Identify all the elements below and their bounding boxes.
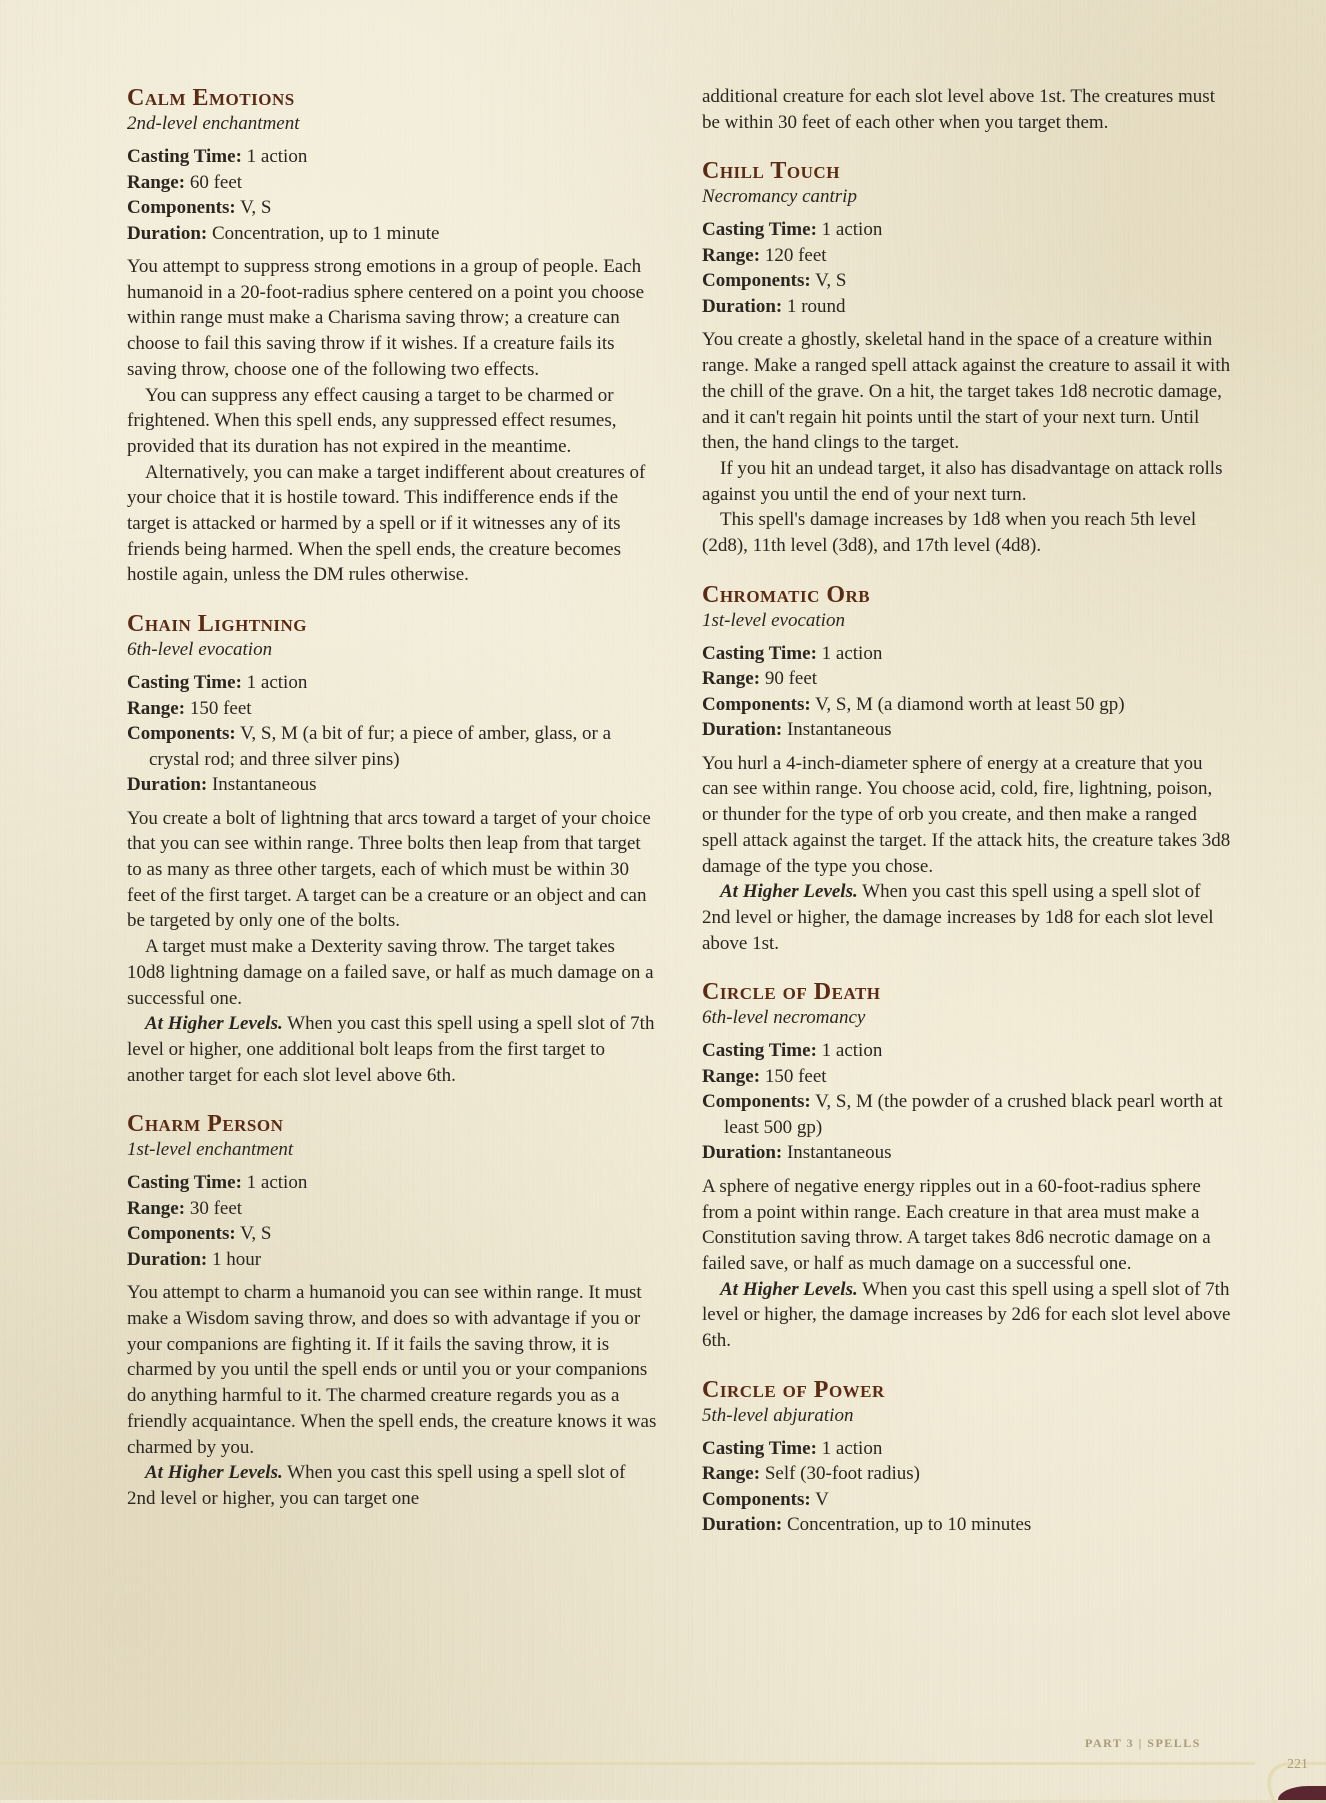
description-paragraph: You attempt to charm a humanoid you can see within range. It must make a Wisdom saving throw, and does so with advantage if you or your companions are fighting it. If it fails the saving throw, it is charmed by you until the spell ends or until you or your companions do anything harmful to it. The charmed creature regards you as a friendly acquaintance. When the spell ends, the creature knows it was charmed by you.	[127, 1282, 657, 1458]
duration: Duration: Concentration, up to 1 minute	[127, 222, 440, 244]
spell-calm-emotions	[127, 84, 657, 588]
description-paragraph: You attempt to suppress strong emotions in a group of people. Each humanoid in a 20-foot-radius sphere centered on a point you choose within range must make a Charisma saving throw; a creature can choose to fail this saving throw if it wishes. If a creature fails its saving throw, choose one of the following two effects.	[127, 256, 645, 380]
spell-circle-of-death	[702, 978, 1232, 1353]
components: Components: V, S	[127, 197, 272, 218]
range: Range: Self (30-foot radius)	[702, 1463, 920, 1485]
description-paragraph: You can suppress any effect causing a target to be charmed or frightened. When this spell ends, any suppressed effect resumes, provided that its duration has not expired in the meantime.	[127, 384, 617, 457]
range: Range: 30 feet	[127, 1197, 243, 1219]
components: Components: V, S, M (a bit of fur; a piece of amber, glass, or a crystal rod; and three silver pins)	[127, 723, 612, 770]
spell-name: Circle of Death	[702, 979, 881, 1006]
description-paragraph: additional creature for each slot level above 1st. The creatures must be within 30 feet of each other when you target them.	[702, 86, 1215, 133]
components: Components: V, S, M (the powder of a crushed black pearl worth at least 500 gp)	[702, 1091, 1223, 1138]
spell-type: 6th-level evocation	[127, 639, 273, 661]
duration: Duration: Instantaneous	[702, 719, 892, 741]
casting-time: Casting Time: 1 action	[127, 672, 308, 694]
range: Range: 150 feet	[702, 1065, 827, 1087]
running-footer: PART 3 | SPELLS	[1085, 1736, 1201, 1750]
spell-type: Necromancy cantrip	[702, 186, 857, 208]
spell-name: Chain Lightning	[127, 611, 308, 638]
range: Range: 90 feet	[702, 668, 818, 690]
casting-time: Casting Time: 1 action	[702, 642, 883, 664]
description-paragraph: You hurl a 4-inch-diameter sphere of energy at a creature that you can see within range. You choose acid, cold, fire, lightning, poison, or thunder for the type of orb you create, and then make a ranged spell attack against the target. If the attack hits, the creature takes 3d8 damage of the type you chose.	[702, 752, 1231, 877]
spell-name: Charm Person	[127, 1111, 284, 1138]
spell-description	[702, 1174, 1232, 1354]
spell-charm-person	[127, 1110, 657, 1511]
description-paragraph: Alternatively, you can make a target indifferent about creatures of your choice that it is hostile toward. This indifference ends if the target is attacked or harmed by a spell or if it witnesses any of its friends being harmed. When the spell ends, the creature becomes hostile again, unless the DM rules otherwise.	[127, 461, 646, 586]
components: Components: V, S	[702, 270, 847, 292]
spell-type: 6th-level necromancy	[702, 1007, 866, 1029]
spell-type: 1st-level evocation	[702, 609, 845, 631]
description-paragraph: If you hit an undead target, it also has disadvantage on attack rolls against you until the end of your next turn.	[702, 457, 1223, 505]
higher-levels-label: At Higher Levels.	[145, 1013, 283, 1035]
footer-rule	[0, 1762, 1255, 1765]
components: Components: V	[702, 1488, 829, 1510]
left-column	[127, 84, 657, 1534]
components: Components: V, S	[127, 1223, 272, 1245]
duration: Duration: Instantaneous	[127, 774, 317, 796]
spell-description	[702, 327, 1232, 558]
spell-name: Circle of Power	[702, 1376, 885, 1403]
casting-time: Casting Time: 1 action	[702, 219, 883, 241]
range: Range: 120 feet	[702, 244, 827, 266]
spell-chill-touch	[702, 157, 1232, 558]
casting-time: Casting Time: 1 action	[127, 146, 308, 167]
higher-levels-paragraph: At Higher Levels. When you cast this spell using a spell slot of 7th level or higher, one additional bolt leaps from the first target to another target for each slot level above 6th.	[127, 1013, 655, 1086]
description-paragraph: You create a bolt of lightning that arcs toward a target of your choice that you can see within range. Three bolts then leap from that target to as many as three other targets, each of which must be within 30 feet of the first target. A target can be a creature or an object and can be targeted by only one of the bolts.	[127, 807, 651, 932]
description-paragraph: A sphere of negative energy ripples out in a 60-foot-radius sphere from a point within range. Each creature in that area must make a Constitution saving throw. A target takes 8d6 necrotic damage on a failed save, or half as much damage on a successful one.	[702, 1175, 1211, 1274]
spell-circle-of-power	[702, 1376, 1232, 1538]
spell-name: Calm Emotions	[127, 85, 295, 111]
spell-chromatic-orb	[702, 581, 1232, 957]
duration: Duration: Concentration, up to 10 minutes	[702, 1514, 1032, 1536]
range: Range: 60 feet	[127, 171, 243, 193]
higher-levels-label: At Higher Levels.	[720, 881, 858, 903]
higher-levels-paragraph: At Higher Levels. When you cast this spell using a spell slot of 7th level or higher, the damage increases by 2d6 for each slot level above 6th.	[702, 1278, 1231, 1352]
spell-type: 5th-level abjuration	[702, 1404, 854, 1426]
spell-description	[127, 254, 657, 588]
higher-levels-label: At Higher Levels.	[720, 1278, 858, 1300]
spell-type: 1st-level enchantment	[127, 1139, 294, 1161]
description-paragraph: A target must make a Dexterity saving throw. The target takes 10d8 lightning damage on a failed save, or half as much damage on a successful one.	[127, 936, 654, 1009]
continuation-text	[702, 84, 1232, 135]
higher-levels-label: At Higher Levels.	[145, 1462, 283, 1484]
spell-description	[127, 806, 657, 1089]
description-paragraph: You create a ghostly, skeletal hand in the space of a creature within range. Make a ranged spell attack against the creature to assail it with the chill of the grave. On a hit, the target takes 1d8 necrotic damage, and it can't regain hit points until the start of your next turn. Until then, the hand clings to the target.	[702, 329, 1231, 454]
spell-description	[702, 751, 1232, 957]
casting-time: Casting Time: 1 action	[702, 1437, 883, 1459]
range: Range: 150 feet	[127, 697, 252, 719]
page-number: 221	[1287, 1757, 1308, 1772]
duration: Duration: 1 round	[702, 295, 846, 317]
duration: Duration: Instantaneous	[702, 1142, 892, 1164]
description-paragraph: This spell's damage increases by 1d8 when you reach 5th level (2d8), 11th level (3d8), and 17th level (4d8).	[702, 509, 1197, 557]
spell-name: Chromatic Orb	[702, 581, 871, 608]
duration: Duration: 1 hour	[127, 1248, 262, 1270]
spell-name: Chill Touch	[702, 158, 840, 185]
spell-description	[127, 1280, 657, 1511]
spell-type: 2nd-level enchantment	[127, 113, 300, 134]
casting-time: Casting Time: 1 action	[127, 1172, 308, 1194]
casting-time: Casting Time: 1 action	[702, 1040, 883, 1062]
spell-chain-lightning	[127, 610, 657, 1088]
higher-levels-paragraph: At Higher Levels. When you cast this spell using a spell slot of 2nd level or higher, the damage increases by 1d8 for each slot level above 1st.	[702, 881, 1214, 954]
higher-levels-paragraph: At Higher Levels. When you cast this spell using a spell slot of 2nd level or higher, you can target one	[127, 1462, 626, 1509]
right-column	[702, 84, 1232, 1560]
components: Components: V, S, M (a diamond worth at least 50 gp)	[702, 693, 1125, 715]
